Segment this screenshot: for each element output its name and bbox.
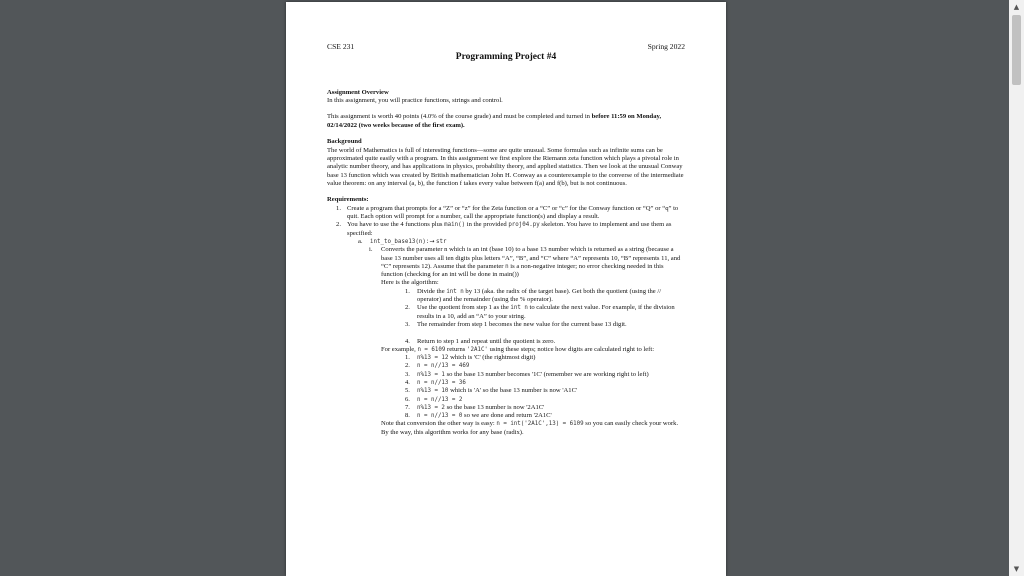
code-step: n = n//13 = 36 — [417, 379, 466, 386]
deadline-text: before 11:59 on Monday, 02/14/2022 (two weeks because of the first exam). — [327, 113, 662, 129]
document-page — [286, 2, 726, 576]
text-run: is a non-negative integer; no error checking needed in this function (checking for an int will be done in main()) — [381, 262, 664, 279]
step-number: 3. — [405, 320, 410, 328]
example-step — [327, 362, 685, 370]
overview-heading: Assignment Overview — [327, 88, 389, 96]
code-param: n — [505, 263, 509, 270]
algorithm-step — [327, 321, 685, 329]
step-text — [417, 362, 685, 370]
list-number: 2. — [336, 221, 341, 229]
code-step: n%13 = 12 — [417, 355, 449, 362]
code-step: int n — [446, 288, 464, 295]
text-run: to calculate the next value. For example, if the division results in a 10, add an “A” to your string. — [417, 304, 675, 320]
text-run: Note that conversion the other way is easy: — [381, 420, 497, 428]
example-step — [327, 387, 685, 395]
page-title: Programming Project #4 — [455, 52, 557, 63]
step-text — [417, 412, 685, 420]
step-number: 1. — [405, 287, 410, 295]
step-number: 4. — [405, 378, 410, 386]
algorithm-steps — [327, 288, 685, 346]
text-run: Divide the — [417, 287, 447, 295]
text-run: skeleton. You have to implement and use them as specified: — [347, 221, 672, 237]
scrollbar-thumb[interactable] — [1012, 15, 1021, 85]
code-step: n%13 = 2 — [417, 404, 445, 411]
text-run: Converts the parameter n which is an int (base 10) to a base 13 number which is returned as a string (because a base 13 number uses all ten digits plus letters “A”, “B”, and “C” where “A” represents 10, “B” represents 11, and “C” represents 12). Assume that the parameter — [381, 246, 681, 270]
step-text — [417, 338, 685, 346]
code-example-n: n = 6109 — [417, 346, 446, 353]
course-code: CSE 231 — [327, 42, 355, 51]
list-number: 1. — [336, 204, 341, 212]
example-step — [327, 354, 685, 362]
worth-pre: This assignment is worth 40 points (4.0% of the course grade) and must be completed and turned in — [327, 113, 590, 121]
signature-text — [370, 238, 685, 246]
text-run: returns — [445, 345, 467, 353]
step-number: 1. — [405, 354, 410, 362]
step-text — [417, 404, 685, 412]
vertical-scrollbar[interactable] — [1009, 0, 1024, 576]
code-example-result: '2A1C' — [466, 346, 488, 353]
code-signature: int_to_base13(n): — [370, 238, 430, 245]
algorithm-step — [327, 338, 685, 346]
step-text — [417, 396, 685, 404]
example-step — [327, 404, 685, 412]
algorithm-step — [327, 288, 685, 305]
list-roman: i. — [369, 246, 373, 254]
example-step — [327, 379, 685, 387]
requirement-text: Create a program that prompts for a “Z” or “z” for the Zeta function or a “C” or “c” for the Conway function or “Q” or “q” to quit. Each option will prompt for a number, call the appropriate function(s) and display a result. — [347, 204, 679, 221]
arrow-right-icon: → — [429, 237, 435, 245]
function-signature — [327, 238, 685, 246]
step-text — [417, 379, 685, 387]
code-step: n = n//13 = 0 — [417, 413, 463, 420]
text-run: The remainder from step 1 becomes the new value for the current base 13 digit. — [417, 320, 627, 328]
step-number: 3. — [405, 370, 410, 378]
code-step: n = n//13 = 469 — [417, 363, 470, 370]
scroll-up-icon[interactable]: ▲ — [1013, 3, 1020, 11]
text-run: For example, — [381, 345, 418, 353]
scroll-down-icon[interactable]: ▼ — [1013, 565, 1020, 573]
text-run: so you can easily check your work. By the way, this algorithm works for any base (radix). — [381, 420, 679, 436]
code-return-type: str — [436, 238, 447, 245]
step-text — [417, 371, 685, 379]
text-run: in the provided — [465, 221, 509, 229]
requirement-text — [347, 221, 685, 238]
step-number: 8. — [405, 412, 410, 420]
code-step: n = n//13 = 2 — [417, 396, 463, 403]
code-step: n%13 = 1 — [417, 371, 445, 378]
text-run: You have to use the 4 functions plus — [347, 221, 445, 229]
text-run: so the base 13 number is now '2A1C' — [444, 403, 545, 411]
step-text — [417, 321, 685, 329]
note-text — [327, 420, 685, 437]
text-run: Return to step 1 and repeat until the quotient is zero. — [417, 337, 556, 345]
list-letter: a. — [358, 237, 363, 245]
background-text: The world of Mathematics is full of interesting functions—some are quite unusual. Some formulas such as infinite sums can be approximated quite easily with a program. In this assignment we first explore the Riemann zeta function which plays a pivotal role in analytic number theory, and has applications in physics, probability theory, and applied statistics. Then we look at the unusual Conway base 13 function which was created by British mathematician John H. Conway as a counterexample to the converse of the intermediate value theorem: on any interval (a, b), the function f takes every value between f(a) and f(b), but is not continuous. — [327, 146, 684, 187]
requirement-item-2 — [327, 221, 685, 238]
text-run: so the base 13 number becomes '1C' (remember we are working right to left) — [444, 370, 649, 378]
text-run: which is 'C' (the rightmost digit) — [448, 354, 536, 362]
page-header — [327, 43, 685, 51]
requirements-heading: Requirements: — [327, 196, 369, 204]
code-filename: proj04.py — [508, 222, 540, 229]
text-run: using these steps; notice how digits are calculated right to left: — [487, 345, 655, 353]
document-content — [327, 43, 685, 437]
step-number: 2. — [405, 304, 410, 312]
step-text — [417, 387, 685, 395]
example-intro — [327, 346, 685, 354]
text-run: which is 'A' so the base 13 number is now 'A1C' — [448, 387, 578, 395]
requirement-item-1 — [327, 205, 685, 222]
example-step — [327, 371, 685, 379]
text-run: Use the quotient from step 1 as the — [417, 304, 511, 312]
text-run: so we are done and return '2A1C' — [462, 412, 552, 420]
overview-line: In this assignment, you will practice functions, strings and control. — [327, 96, 503, 104]
step-text — [417, 288, 685, 305]
code-step: n%13 = 10 — [417, 388, 449, 395]
example-step — [327, 396, 685, 404]
background-heading: Background — [327, 138, 362, 146]
text-run: by 13 (aka. the radix of the target base). Get both the quotient (using the // operator) and the remainder (using the % operator). — [417, 287, 662, 304]
example-steps — [327, 354, 685, 420]
step-number: 7. — [405, 403, 410, 411]
code-step: int n — [510, 305, 528, 312]
term: Spring 2022 — [647, 42, 685, 51]
function-description — [327, 246, 685, 279]
step-number: 5. — [405, 387, 410, 395]
code-note: n = int('2A1C',13) = 6109 — [496, 421, 584, 428]
step-text — [417, 304, 685, 321]
code-main: main() — [444, 222, 466, 229]
step-number: 4. — [405, 337, 410, 345]
worth-text — [327, 113, 685, 130]
algorithm-step — [327, 304, 685, 321]
algorithm-intro: Here is the algorithm: — [381, 279, 439, 287]
example-step — [327, 412, 685, 420]
step-number: 2. — [405, 362, 410, 370]
step-number: 6. — [405, 395, 410, 403]
step-text — [417, 354, 685, 362]
description-text — [381, 246, 685, 279]
